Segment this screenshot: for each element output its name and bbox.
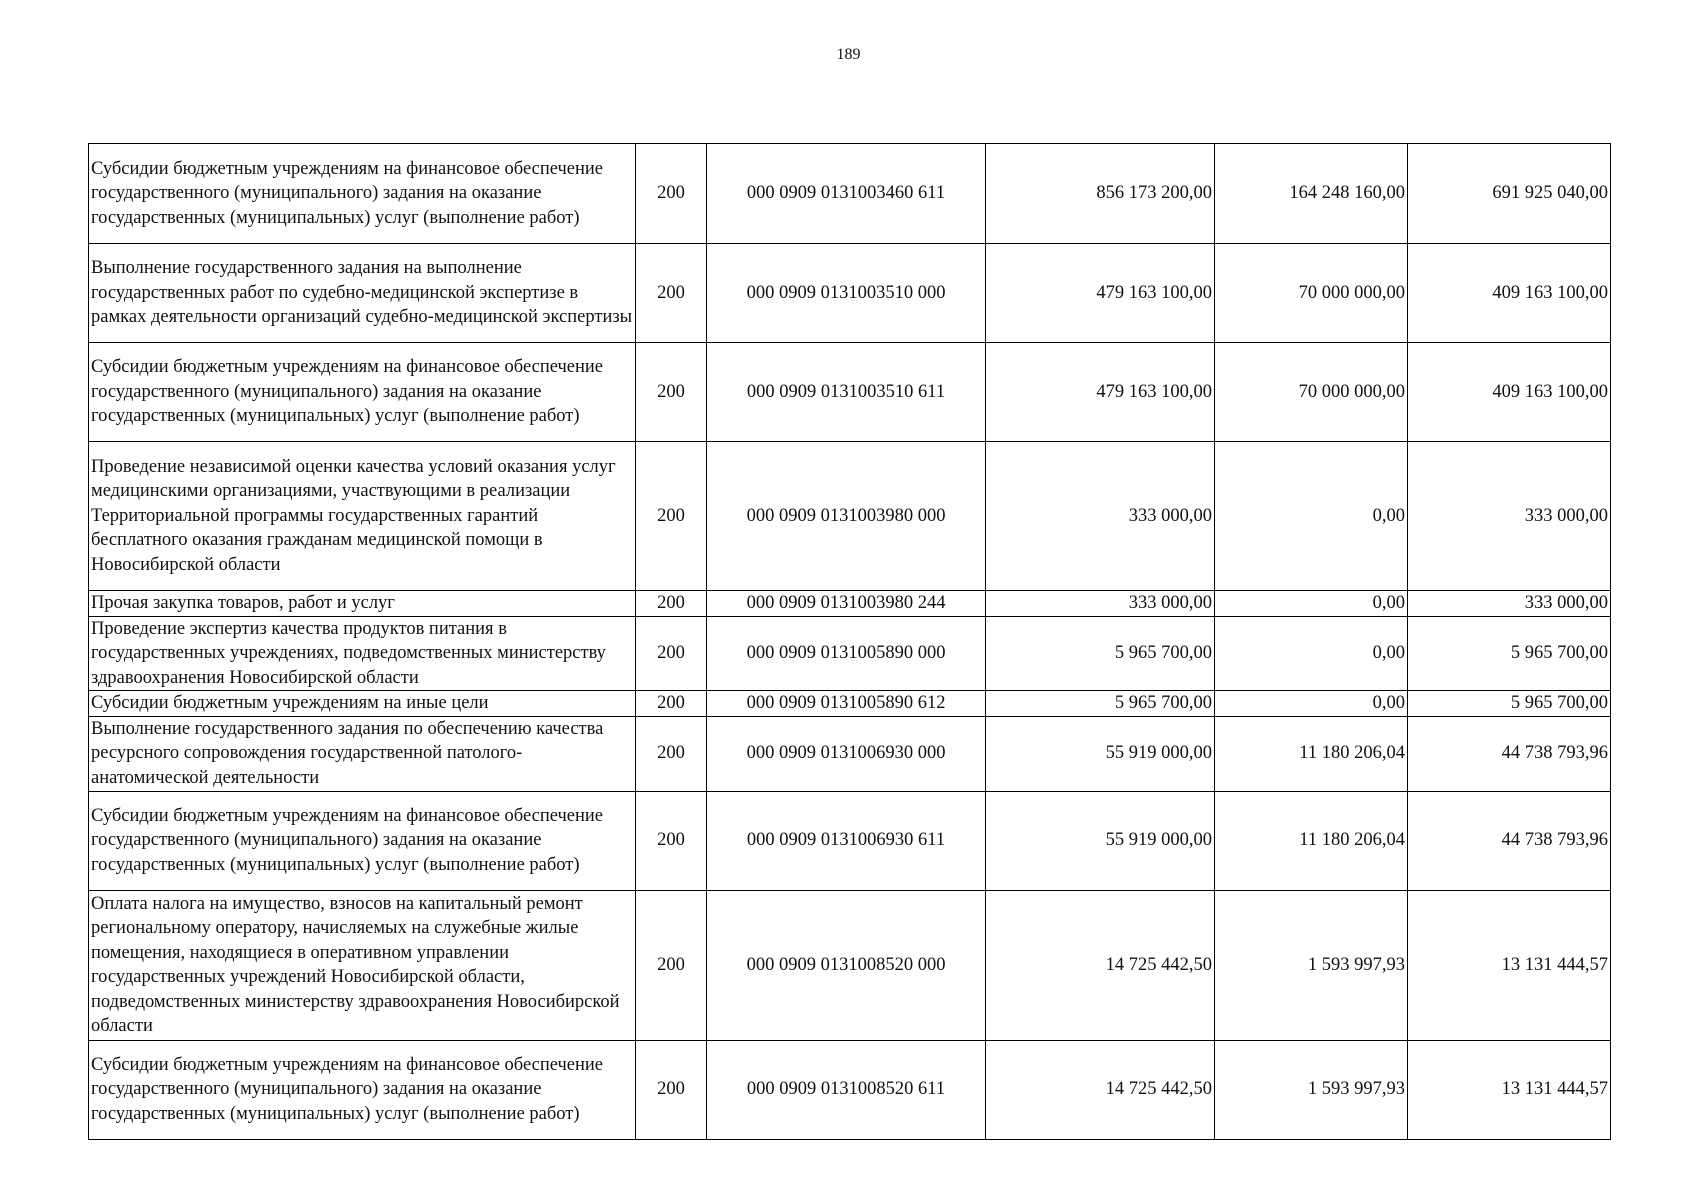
row-approved-cell: 5 965 700,00 <box>986 616 1215 691</box>
row-kbk-cell: 000 0909 0131006930 000 <box>707 716 986 791</box>
row-executed-cell: 11 180 206,04 <box>1215 791 1408 890</box>
row-name-cell: Прочая закупка товаров, работ и услуг <box>89 591 636 617</box>
row-approved-cell: 5 965 700,00 <box>986 691 1215 717</box>
row-kbk-cell: 000 0909 0131003460 611 <box>707 144 986 244</box>
row-name-cell: Субсидии бюджетным учреждениям на финансовое обеспечение государственного (муниципального) задания на оказание государственных (муниципальных) услуг (выполнение работ) <box>89 791 636 890</box>
row-approved-cell: 333 000,00 <box>986 591 1215 617</box>
row-kbk-cell: 000 0909 0131003510 000 <box>707 244 986 343</box>
row-name-cell: Выполнение государственного задания по обеспечению качества ресурсного сопровождения государственной патолого-анатомической деятельности <box>89 716 636 791</box>
row-code-cell: 200 <box>636 144 707 244</box>
row-code-cell: 200 <box>636 244 707 343</box>
row-name-cell: Выполнение государственного задания на выполнение государственных работ по судебно-медицинской экспертизе в рамках деятельности организаций судебно-медицинской экспертизы <box>89 244 636 343</box>
row-code-cell: 200 <box>636 616 707 691</box>
row-name-cell: Субсидии бюджетным учреждениям на финансовое обеспечение государственного (муниципального) задания на оказание государственных (муниципальных) услуг (выполнение работ) <box>89 1040 636 1139</box>
row-kbk-cell: 000 0909 0131005890 612 <box>707 691 986 717</box>
row-name-cell: Проведение экспертиз качества продуктов питания в государственных учреждениях, подведомственных министерству здравоохранения Новосибирской области <box>89 616 636 691</box>
row-unexecuted-cell: 44 738 793,96 <box>1408 791 1611 890</box>
row-executed-cell: 0,00 <box>1215 616 1408 691</box>
row-approved-cell: 856 173 200,00 <box>986 144 1215 244</box>
row-unexecuted-cell: 5 965 700,00 <box>1408 691 1611 717</box>
row-code-cell: 200 <box>636 1040 707 1139</box>
row-unexecuted-cell: 5 965 700,00 <box>1408 616 1611 691</box>
row-code-cell: 200 <box>636 343 707 442</box>
row-executed-cell: 164 248 160,00 <box>1215 144 1408 244</box>
row-approved-cell: 479 163 100,00 <box>986 244 1215 343</box>
row-executed-cell: 70 000 000,00 <box>1215 244 1408 343</box>
row-unexecuted-cell: 409 163 100,00 <box>1408 343 1611 442</box>
table-row <box>89 1040 1611 1139</box>
row-unexecuted-cell: 409 163 100,00 <box>1408 244 1611 343</box>
row-code-cell: 200 <box>636 442 707 591</box>
row-unexecuted-cell: 333 000,00 <box>1408 442 1611 591</box>
row-code-cell: 200 <box>636 691 707 717</box>
table-row <box>89 616 1611 691</box>
row-kbk-cell: 000 0909 0131003510 611 <box>707 343 986 442</box>
table-row <box>89 144 1611 244</box>
row-executed-cell: 70 000 000,00 <box>1215 343 1408 442</box>
row-code-cell: 200 <box>636 791 707 890</box>
row-kbk-cell: 000 0909 0131003980 244 <box>707 591 986 617</box>
row-unexecuted-cell: 13 131 444,57 <box>1408 890 1611 1040</box>
row-name-cell: Субсидии бюджетным учреждениям на финансовое обеспечение государственного (муниципального) задания на оказание государственных (муниципальных) услуг (выполнение работ) <box>89 343 636 442</box>
row-approved-cell: 14 725 442,50 <box>986 890 1215 1040</box>
row-name-cell: Оплата налога на имущество, взносов на капитальный ремонт региональному оператору, начисляемых на служебные жилые помещения, находящиеся в оперативном управлении государственных учреждений Новосибирской области, подведомственных министерству здравоохранения Новосибирской области <box>89 890 636 1040</box>
row-unexecuted-cell: 44 738 793,96 <box>1408 716 1611 791</box>
row-kbk-cell: 000 0909 0131008520 000 <box>707 890 986 1040</box>
row-executed-cell: 1 593 997,93 <box>1215 1040 1408 1139</box>
row-code-cell: 200 <box>636 890 707 1040</box>
row-name-cell: Проведение независимой оценки качества условий оказания услуг медицинскими организациями, участвующими в реализации Территориальной программы государственных гарантий бесплатного оказания гражданам медицинской помощи в Новосибирской области <box>89 442 636 591</box>
row-approved-cell: 14 725 442,50 <box>986 1040 1215 1139</box>
row-kbk-cell: 000 0909 0131005890 000 <box>707 616 986 691</box>
table-row <box>89 343 1611 442</box>
row-executed-cell: 0,00 <box>1215 691 1408 717</box>
row-code-cell: 200 <box>636 591 707 617</box>
page-number: 189 <box>836 46 861 63</box>
row-name-cell: Субсидии бюджетным учреждениям на финансовое обеспечение государственного (муниципального) задания на оказание государственных (муниципальных) услуг (выполнение работ) <box>89 144 636 244</box>
row-code-cell: 200 <box>636 716 707 791</box>
row-executed-cell: 0,00 <box>1215 591 1408 617</box>
row-approved-cell: 55 919 000,00 <box>986 716 1215 791</box>
row-approved-cell: 333 000,00 <box>986 442 1215 591</box>
budget-table <box>88 143 1611 1140</box>
row-unexecuted-cell: 333 000,00 <box>1408 591 1611 617</box>
table-row <box>89 591 1611 617</box>
row-kbk-cell: 000 0909 0131006930 611 <box>707 791 986 890</box>
table-row <box>89 716 1611 791</box>
row-executed-cell: 11 180 206,04 <box>1215 716 1408 791</box>
row-approved-cell: 55 919 000,00 <box>986 791 1215 890</box>
row-approved-cell: 479 163 100,00 <box>986 343 1215 442</box>
row-name-cell: Субсидии бюджетным учреждениям на иные цели <box>89 691 636 717</box>
table-row <box>89 442 1611 591</box>
row-executed-cell: 0,00 <box>1215 442 1408 591</box>
row-executed-cell: 1 593 997,93 <box>1215 890 1408 1040</box>
row-kbk-cell: 000 0909 0131008520 611 <box>707 1040 986 1139</box>
table-row <box>89 791 1611 890</box>
row-kbk-cell: 000 0909 0131003980 000 <box>707 442 986 591</box>
row-unexecuted-cell: 691 925 040,00 <box>1408 144 1611 244</box>
table-row <box>89 691 1611 717</box>
table-row <box>89 244 1611 343</box>
table-row <box>89 890 1611 1040</box>
row-unexecuted-cell: 13 131 444,57 <box>1408 1040 1611 1139</box>
